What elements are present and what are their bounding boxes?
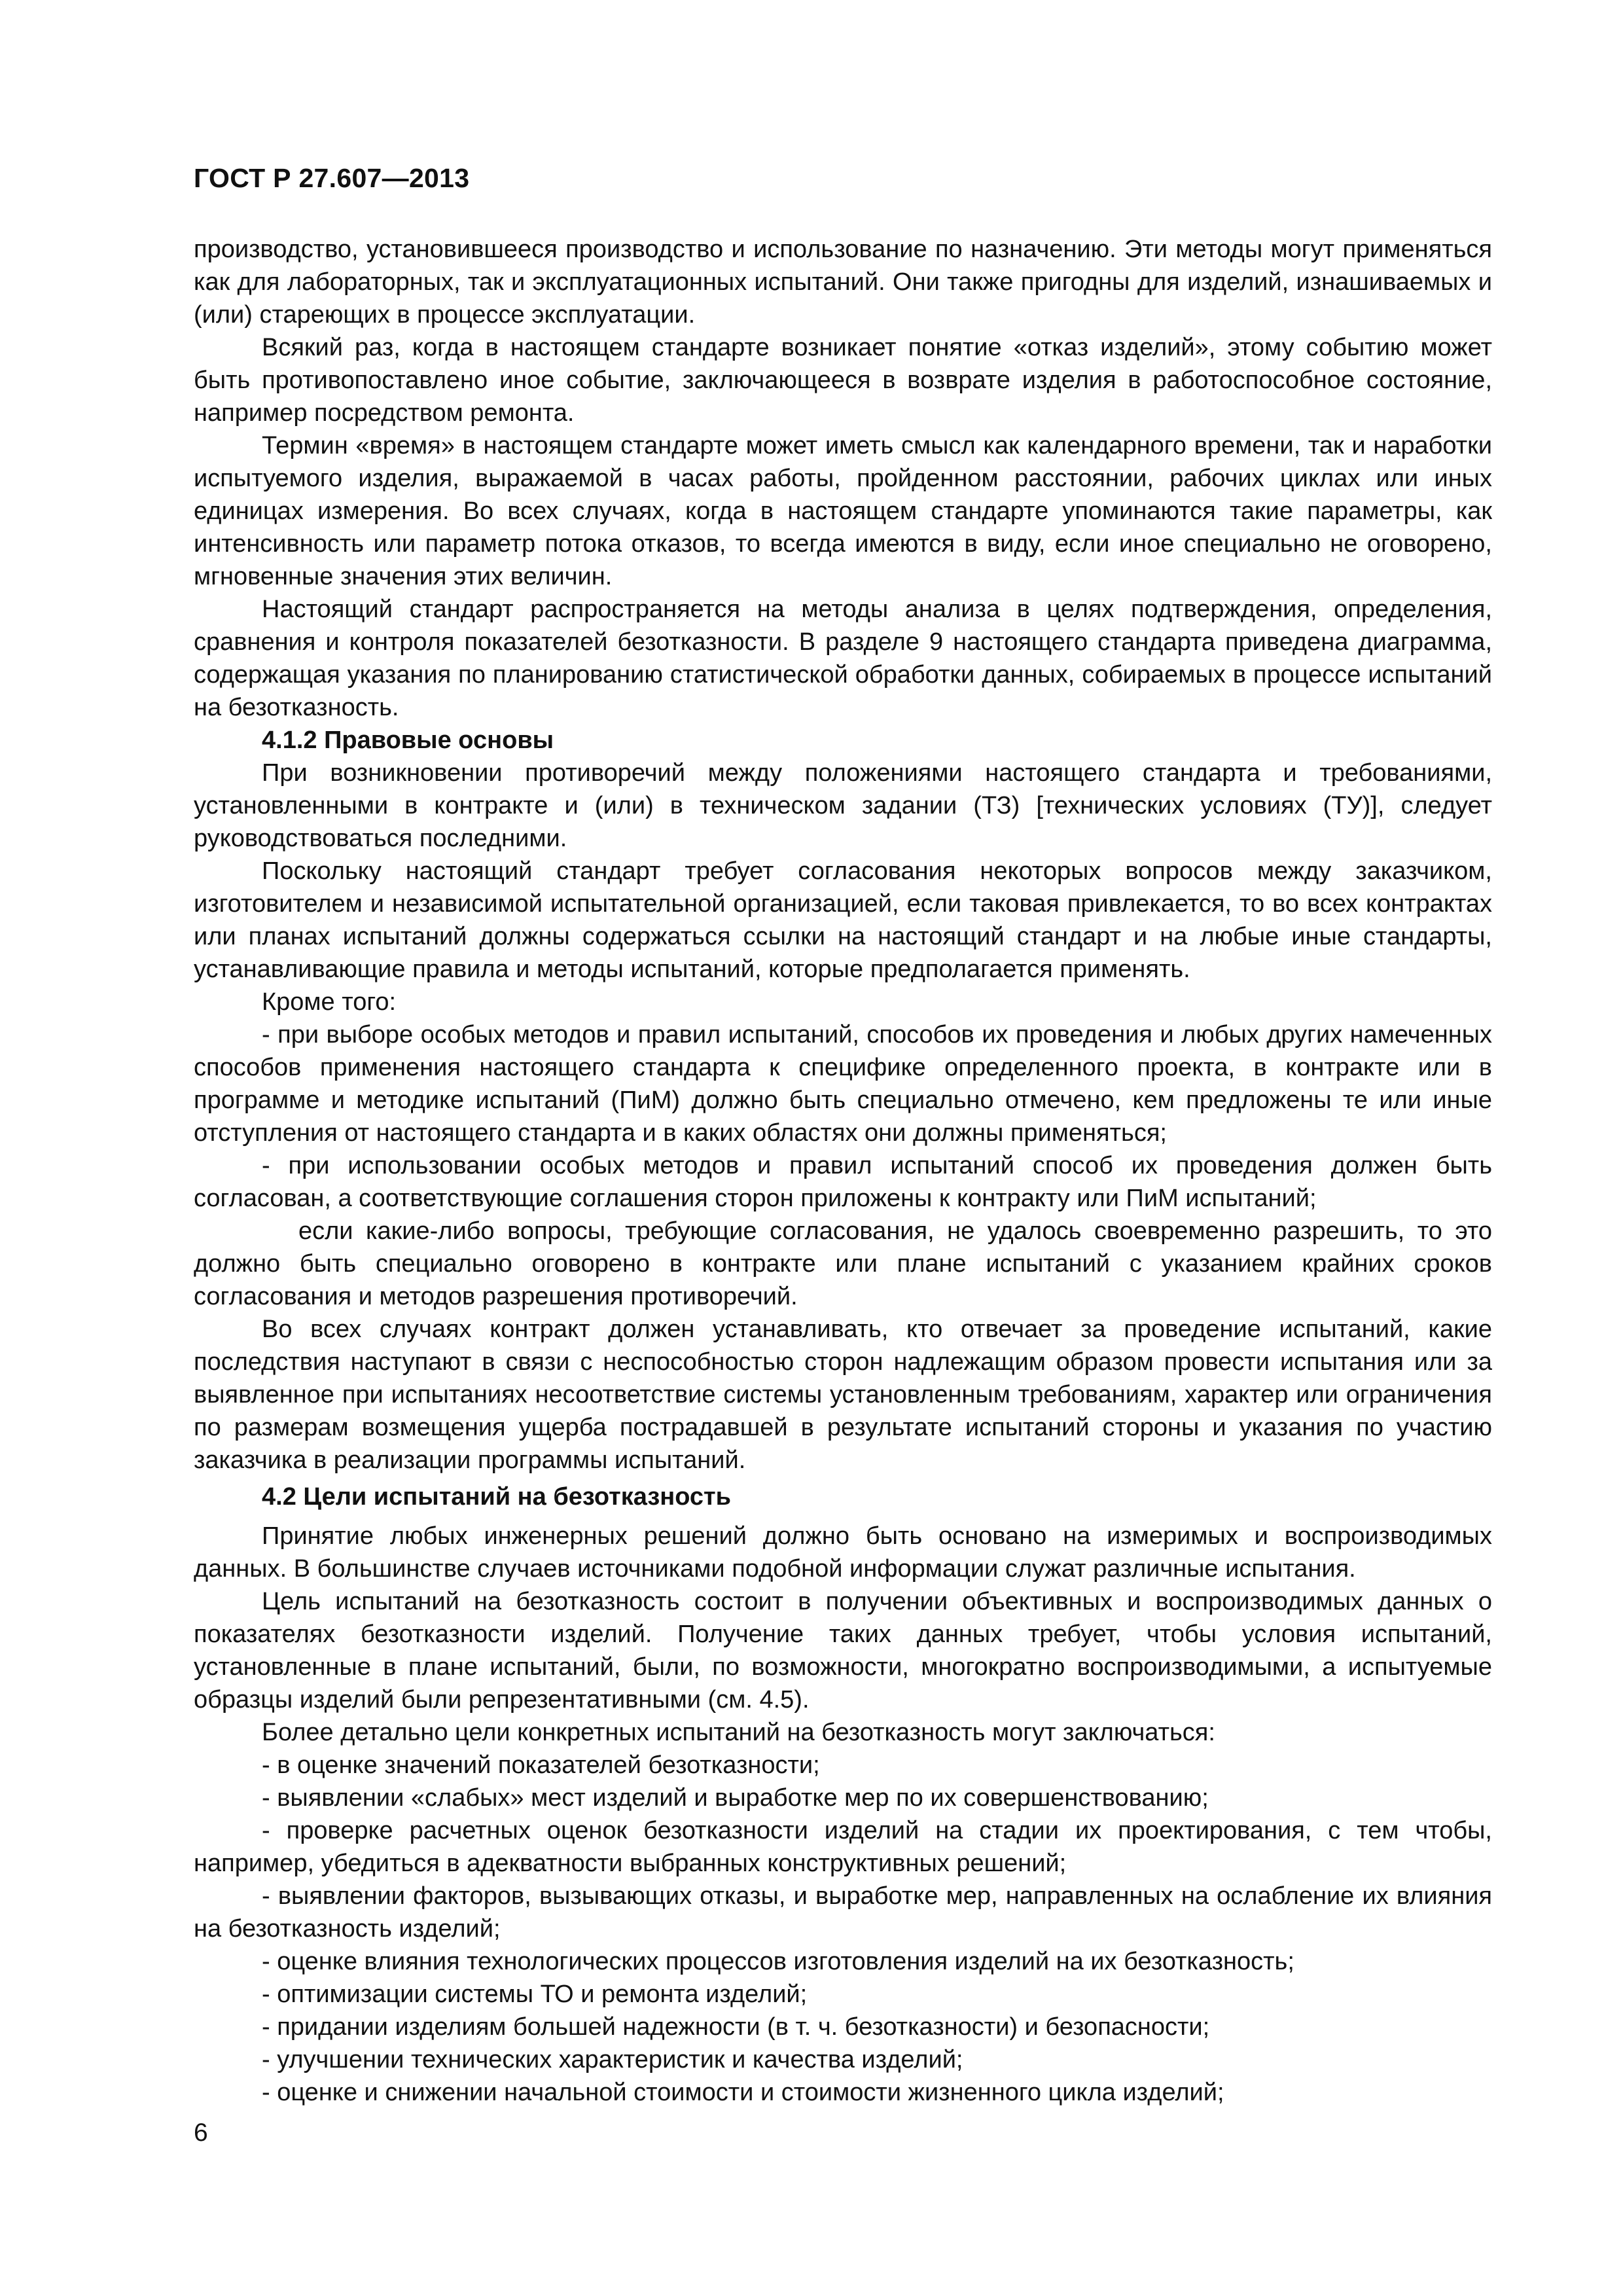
paragraph-contract-responsibility: Во всех случаях контракт должен устанавливать, кто отвечает за проведение испытаний, какие последствия наступают в связи с неспособностью сторон надлежащим образом провести испытания или за выявленное при испытаниях несоответствие системы установленным требованиям, характер или ограничения по размерам возмещения ущерба пострадавшей в результате испытаний стороны и указания по участию заказчика в реализации программы испытаний. xyxy=(194,1316,1492,1474)
list-item: - оценке влияния технологических процессов изготовления изделий на их безотказность; xyxy=(262,1948,1294,1975)
section-heading-4-1-2: 4.1.2 Правовые основы xyxy=(262,726,554,754)
paragraph-test-goal: Цель испытаний на безотказность состоит в получении объективных и воспроизводимых данных о показателях безотказности изделий. Получение таких данных требует, чтобы условия испытаний, установленные в плане испытаний, были, по возможности, многократно воспроизводимыми, а испытуемые образцы изделий были репрезентативными (см. 4.5). xyxy=(194,1588,1492,1713)
page-body xyxy=(194,233,1492,2109)
standard-header: ГОСТ Р 27.607—2013 xyxy=(194,163,470,193)
paragraph-continuation: производство, установившееся производство и использование по назначению. Эти методы могут применяться как для лабораторных, так и эксплуатационных испытаний. Они также пригодны для изделий, изнашиваемых и (или) стареющих в процессе эксплуатации. xyxy=(194,236,1492,329)
list-item: - выявлении «слабых» мест изделий и выработке мер по их совершенствованию; xyxy=(262,1784,1209,1812)
page-number: 6 xyxy=(194,2119,208,2147)
paragraph-moreover: Кроме того: xyxy=(262,988,397,1016)
list-item: - в оценке значений показателей безотказности; xyxy=(262,1751,820,1779)
list-item: - придании изделиям большей надежности (в т. ч. безотказности) и безопасности; xyxy=(262,2013,1210,2041)
paragraph-time-term: Термин «время» в настоящем стандарте может иметь смысл как календарного времени, так и наработки испытуемого изделия, выражаемой в часах работы, пройденном расстоянии, рабочих циклах или иных единицах измерения. Во всех случаях, когда в настоящем стандарте упоминаются такие параметры, как интенсивность или параметр потока отказов, то всегда имеются в виду, если иное специально не оговорено, мгновенные значения этих величин. xyxy=(194,432,1492,590)
paragraph-failure-concept: Всякий раз, когда в настоящем стандарте возникает понятие «отказ изделий», этому событию может быть противопоставлено иное событие, заключающееся в возврате изделия в работоспособное состояние, например посредством ремонта. xyxy=(194,334,1492,427)
list-item: - улучшении технических характеристик и качества изделий; xyxy=(262,2046,963,2073)
paragraph-engineering-decisions: Принятие любых инженерных решений должно быть основано на измеримых и воспроизводимых данных. В большинстве случаев источниками подобной информации служат различные испытания. xyxy=(194,1522,1492,1583)
list-item-special-methods: - при выборе особых методов и правил испытаний, способов их проведения и любых других намеченных способов применения настоящего стандарта к специфике определенного проекта, в контракте или в программе и методике испытаний (ПиМ) должно быть специально отмечено, кем предложены те или иные отступления от настоящего стандарта и в каких областях они должны применяться; xyxy=(194,1021,1492,1147)
list-item-agreed-procedure: - при использовании особых методов и правил испытаний способ их проведения должен быть согласован, а соответствующие соглашения сторон приложены к контракту или ПиМ испытаний; xyxy=(194,1152,1492,1212)
paragraph-agreement: Поскольку настоящий стандарт требует согласования некоторых вопросов между заказчиком, изготовителем и независимой испытательной организацией, если таковая привлекается, то во всех контрактах или планах испытаний должны содержаться ссылки на настоящий стандарт и на любые иные стандарты, устанавливающие правила и методы испытаний, которые предполагается применять. xyxy=(194,857,1492,983)
list-item: - выявлении факторов, вызывающих отказы, и выработке мер, направленных на ослабление их влияния на безотказность изделий; xyxy=(194,1882,1492,1943)
list-item-unresolved-issues: если какие-либо вопросы, требующие согласования, не удалось своевременно разрешить, то это должно быть специально оговорено в контракте или плане испытаний с указанием крайних сроков согласования и методов разрешения противоречий. xyxy=(194,1217,1492,1310)
paragraph-detailed-goals: Более детально цели конкретных испытаний на безотказность могут заключаться: xyxy=(262,1719,1215,1746)
section-heading-4-2: 4.2 Цели испытаний на безотказность xyxy=(262,1483,732,1511)
paragraph-scope: Настоящий стандарт распространяется на методы анализа в целях подтверждения, определения, сравнения и контроля показателей безотказности. В разделе 9 настоящего стандарта приведена диаграмма, содержащая указания по планированию статистической обработки данных, собираемых в процессе испытаний на безотказность. xyxy=(194,596,1492,721)
list-item: - проверке расчетных оценок безотказности изделий на стадии их проектирования, с тем чтобы, например, убедиться в адекватности выбранных конструктивных решений; xyxy=(194,1817,1492,1877)
paragraph-contradictions: При возникновении противоречий между положениями настоящего стандарта и требованиями, установленными в контракте и (или) в техническом задании (ТЗ) [технических условиях (ТУ)], следует руководствоваться последними. xyxy=(194,759,1492,852)
list-item: - оценке и снижении начальной стоимости и стоимости жизненного цикла изделий; xyxy=(262,2079,1224,2106)
list-item: - оптимизации системы ТО и ремонта изделий; xyxy=(262,1981,808,2008)
